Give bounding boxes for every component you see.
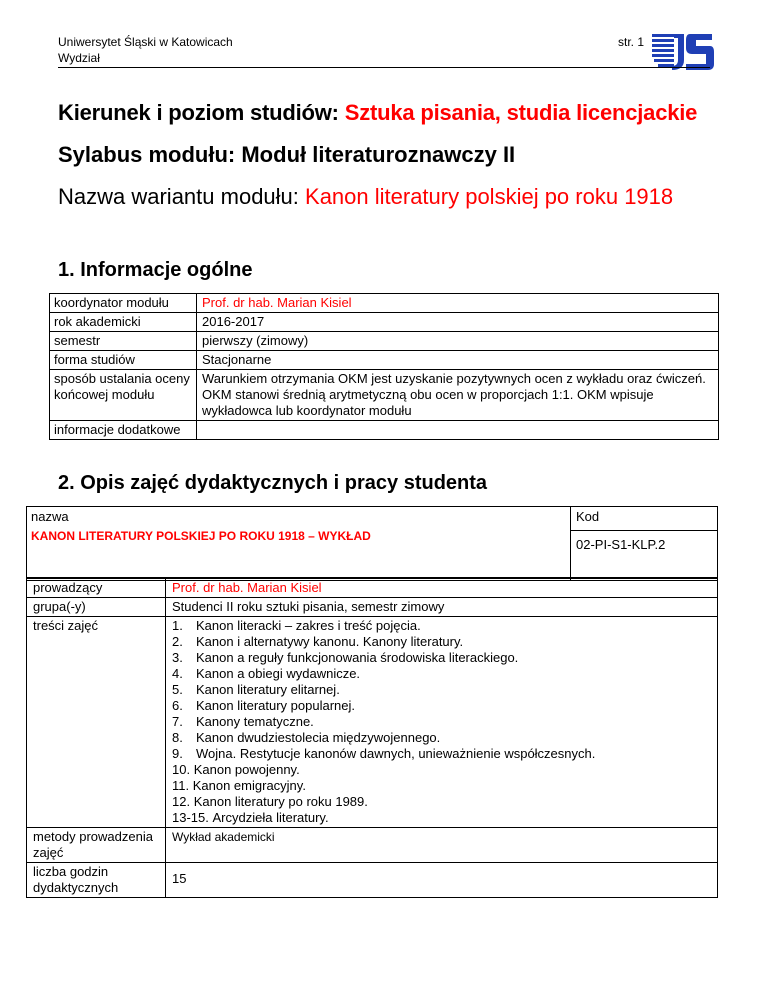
- row-label: koordynator modułu: [50, 294, 197, 313]
- row-value: pierwszy (zimowy): [197, 332, 719, 351]
- table-row: [50, 421, 719, 440]
- godziny-label: liczba godzin dydaktycznych: [27, 863, 166, 898]
- grupa-value: Studenci II roku sztuki pisania, semestr zimowy: [166, 598, 718, 617]
- metody-value: Wykład akademicki: [166, 828, 718, 863]
- metody-label: metody prowadzenia zajęć: [27, 828, 166, 863]
- nazwa-label: Nazwa wariantu modułu:: [58, 184, 306, 209]
- page-header: [58, 34, 710, 67]
- course-details-table: [26, 578, 718, 898]
- table-row: [27, 579, 718, 598]
- list-item: 3. Kanon a reguły funkcjonowania środowiska literackiego.: [172, 650, 519, 665]
- kod-cell: [571, 507, 718, 581]
- section-1-heading: 1. Informacje ogólne: [58, 259, 253, 281]
- table-row: [27, 507, 718, 581]
- list-item: 12. Kanon literatury po roku 1989.: [172, 794, 368, 809]
- row-label: semestr: [50, 332, 197, 351]
- list-item: 8. Kanon dwudziestolecia międzywojennego.: [172, 730, 441, 745]
- university-name: Uniwersytet Śląski w Katowicach: [58, 35, 233, 49]
- table-row: [27, 863, 718, 898]
- list-item: 1. Kanon literacki – zakres i treść pojęcia.: [172, 618, 421, 633]
- section-2-heading: 2. Opis zajęć dydaktycznych i pracy studenta: [58, 472, 488, 494]
- table-row: [50, 294, 719, 313]
- list-item: 4. Kanon a obiegi wydawnicze.: [172, 666, 361, 681]
- table-row: [50, 351, 719, 370]
- list-item: 11. Kanon emigracyjny.: [172, 778, 306, 793]
- row-label: informacje dodatkowe: [50, 421, 197, 440]
- row-value: [197, 421, 719, 440]
- header-divider: [58, 67, 710, 68]
- table-row: [50, 313, 719, 332]
- row-value: 2016-2017: [197, 313, 719, 332]
- godziny-value: 15: [166, 863, 718, 898]
- row-label: forma studiów: [50, 351, 197, 370]
- kierunek-label: Kierunek i poziom studiów:: [58, 100, 345, 125]
- nazwa-value: Kanon literatury polskiej po roku 1918: [305, 184, 674, 209]
- list-item: 7. Kanony tematyczne.: [172, 714, 314, 729]
- list-item: 6. Kanon literatury popularnej.: [172, 698, 355, 713]
- topics-list: [172, 618, 713, 826]
- prowadzacy-value: Prof. dr hab. Marian Kisiel: [166, 579, 718, 598]
- page-number: str. 1: [618, 35, 645, 49]
- koordynator-value: Prof. dr hab. Marian Kisiel: [197, 294, 719, 313]
- title-kierunek: [58, 98, 718, 128]
- title-nazwa-wariantu: [58, 183, 678, 211]
- table-row: [27, 828, 718, 863]
- general-info-table: [49, 293, 719, 440]
- faculty-name: Wydział: [58, 51, 100, 65]
- table-row: [27, 598, 718, 617]
- tresci-label: treści zajęć: [27, 617, 166, 828]
- title-sylabus: [58, 140, 515, 170]
- prowadzacy-label: prowadzący: [27, 579, 166, 598]
- table-row: [50, 332, 719, 351]
- list-item: 5. Kanon literatury elitarnej.: [172, 682, 340, 697]
- name-label: nazwa: [31, 509, 69, 524]
- list-item: 2. Kanon i alternatywy kanonu. Kanony literatury.: [172, 634, 464, 649]
- row-label: rok akademicki: [50, 313, 197, 332]
- row-value: Warunkiem otrzymania OKM jest uzyskanie pozytywnych ocen z wykładu oraz ćwiczeń. OKM stanowi średnią arytmetyczną obu ocen w proporcjach 1:1. OKM wpisuje wykładowca lub koordynator modułu: [197, 370, 719, 421]
- grupa-label: grupa(-y): [27, 598, 166, 617]
- sylabus-label: Sylabus modułu:: [58, 142, 242, 167]
- list-item: 9. Wojna. Restytucje kanonów dawnych, unieważnienie współczesnych.: [172, 746, 596, 761]
- list-item: 10. Kanon powojenny.: [172, 762, 300, 777]
- table-row: [27, 617, 718, 828]
- row-label: sposób ustalania oceny końcowej modułu: [50, 370, 197, 421]
- course-name-cell: [27, 507, 571, 581]
- course-name-table: [26, 506, 718, 581]
- table-row: [50, 370, 719, 421]
- course-name-value: KANON LITERATURY POLSKIEJ PO ROKU 1918 – WYKŁAD: [31, 529, 371, 543]
- sylabus-value: Moduł literaturoznawczy II: [241, 142, 516, 167]
- row-value: Stacjonarne: [197, 351, 719, 370]
- list-item: 13-15. Arcydzieła literatury.: [172, 810, 329, 825]
- header-left: [58, 34, 233, 66]
- kod-value: 02-PI-S1-KLP.2: [576, 537, 666, 552]
- kod-label: Kod: [571, 507, 717, 531]
- tresci-value: [166, 617, 718, 828]
- kierunek-value: Sztuka pisania, studia licencjackie: [344, 100, 698, 125]
